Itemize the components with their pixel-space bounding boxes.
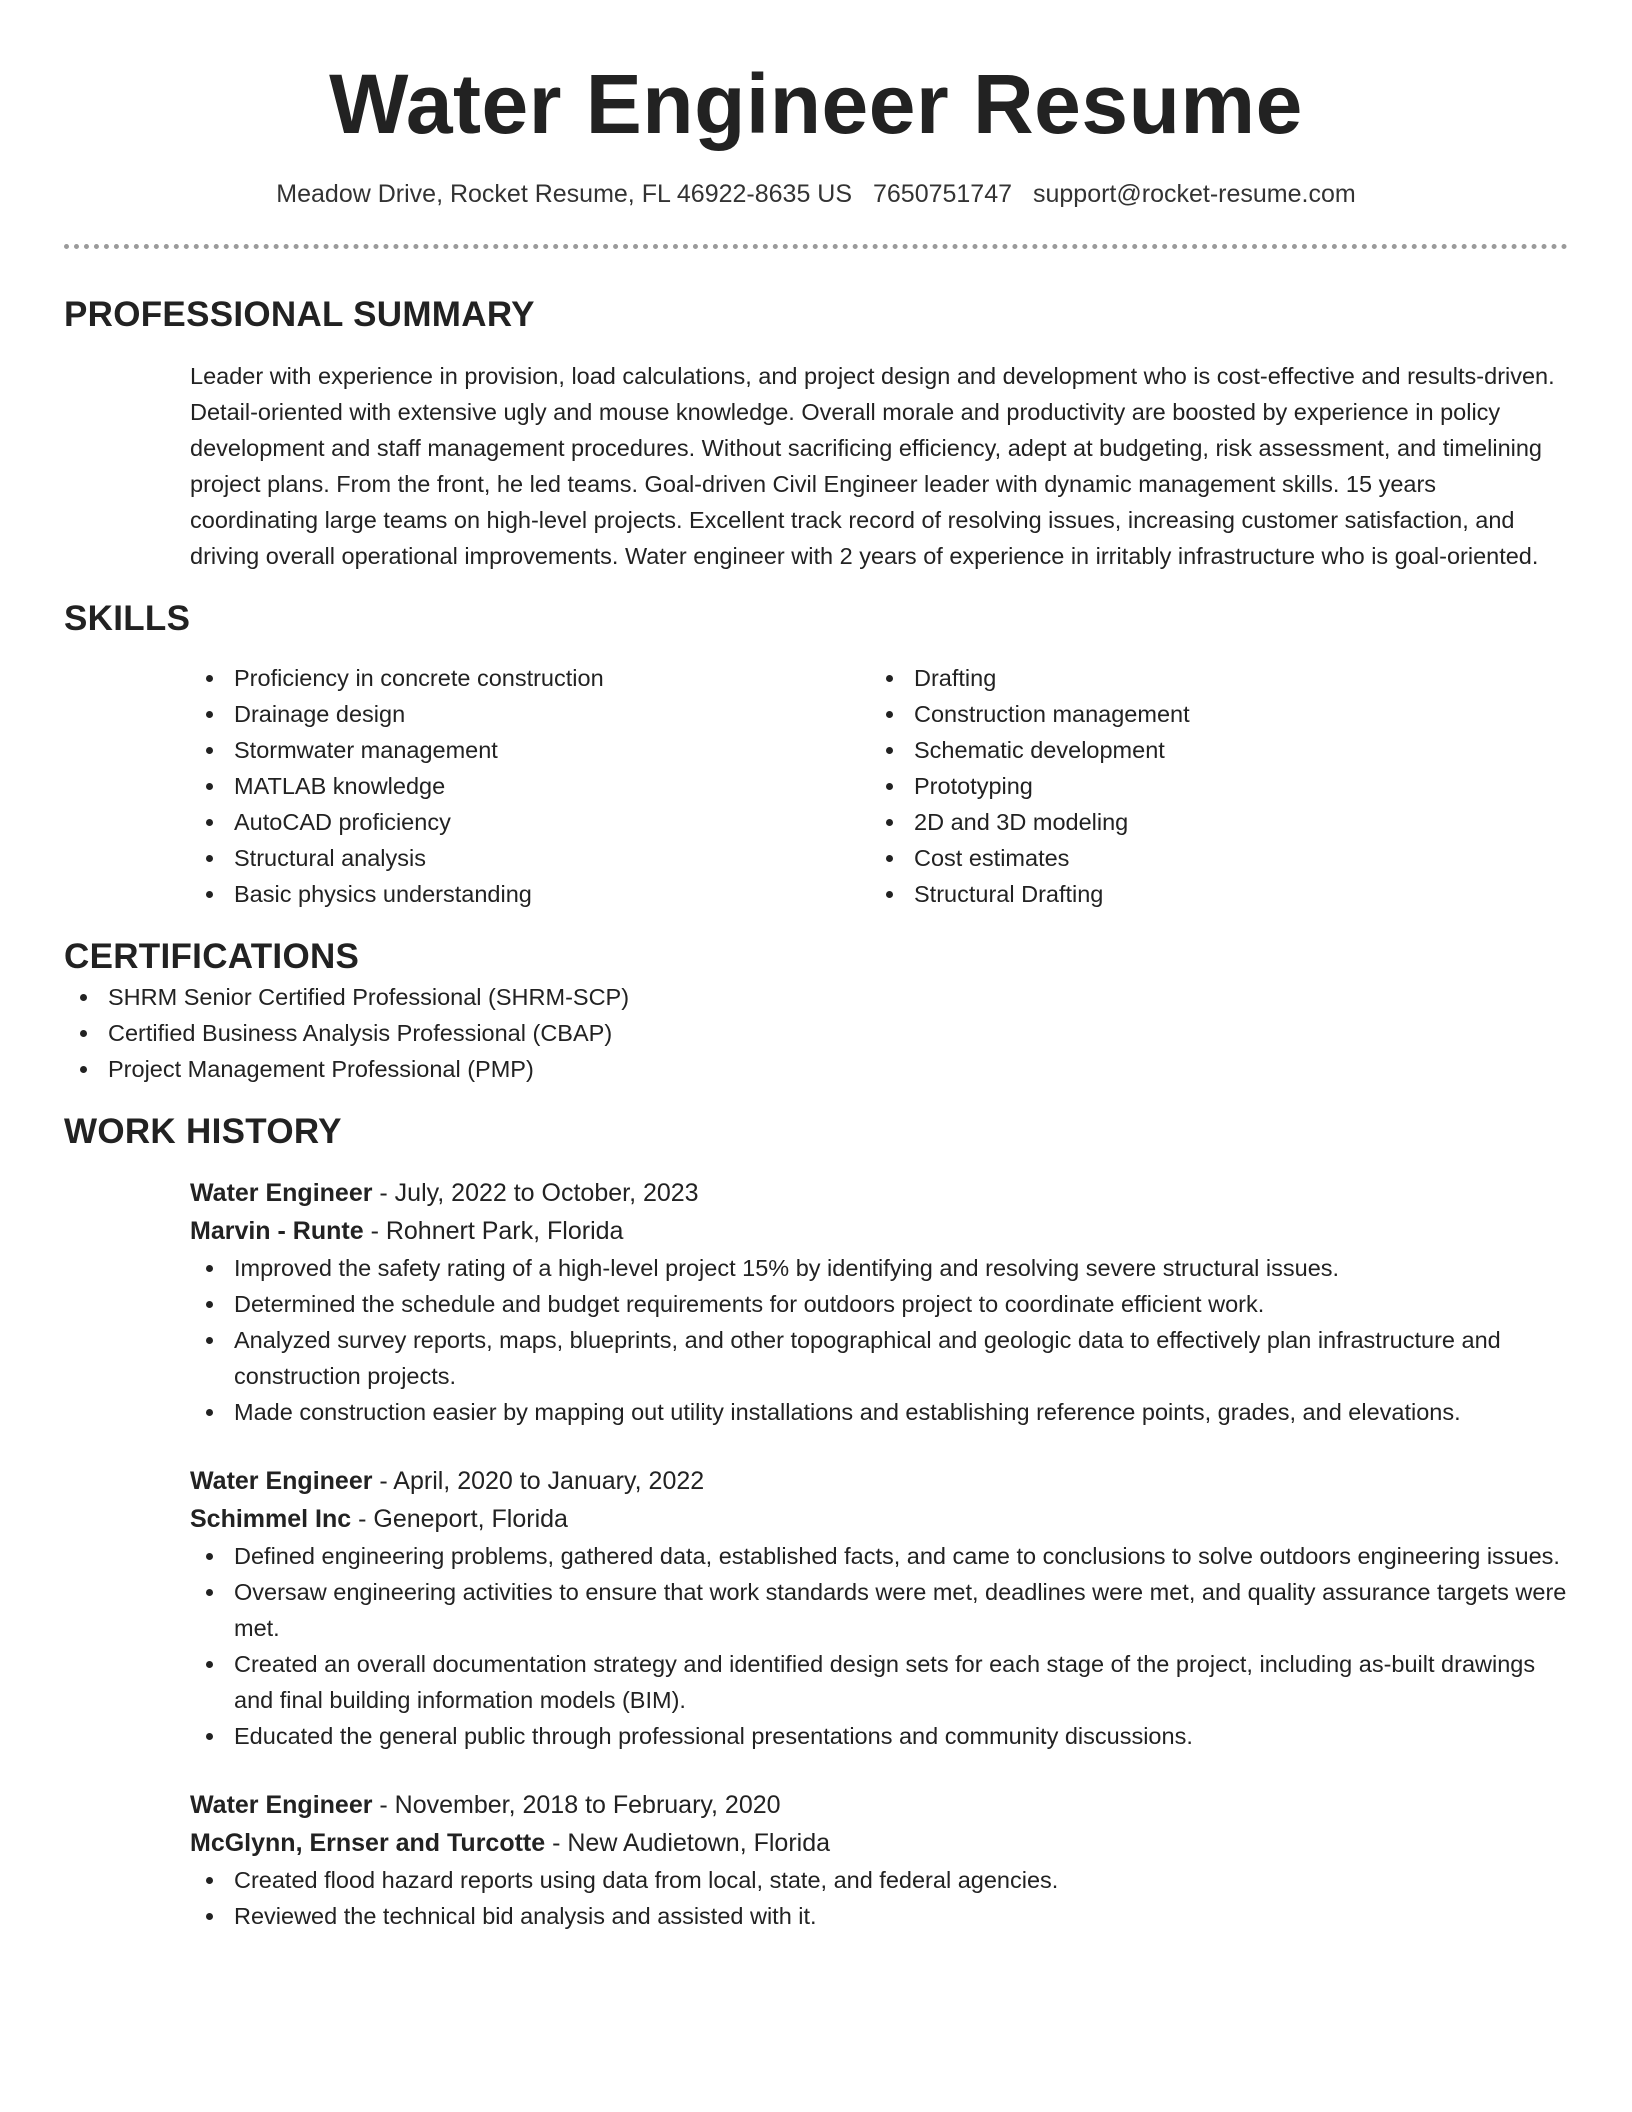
job-title-line: Water Engineer - November, 2018 to February, 2020 xyxy=(190,1791,781,1819)
certification-item: SHRM Senior Certified Professional (SHRM-SCP) xyxy=(64,979,1568,1015)
job-duty: Reviewed the technical bid analysis and assisted with it. xyxy=(190,1898,1568,1934)
job-company: McGlynn, Ernser and Turcotte xyxy=(190,1829,546,1857)
job-title: Water Engineer xyxy=(190,1179,373,1207)
skill-item: AutoCAD proficiency xyxy=(190,804,870,840)
skill-item: Drainage design xyxy=(190,696,870,732)
resume-page xyxy=(64,0,1568,1934)
job-entry xyxy=(190,1174,1568,1430)
skills-heading: SKILLS xyxy=(64,599,191,638)
job-duties-list xyxy=(190,1538,1568,1754)
job-title: Water Engineer xyxy=(190,1467,373,1495)
job-duty: Created flood hazard reports using data from local, state, and federal agencies. xyxy=(190,1862,1568,1898)
job-title: Water Engineer xyxy=(190,1791,373,1819)
job-duty: Determined the schedule and budget requirements for outdoors project to coordinate efficient work. xyxy=(190,1286,1568,1322)
job-entry xyxy=(190,1462,1568,1754)
skill-item: Drafting xyxy=(870,660,1550,696)
certification-item: Project Management Professional (PMP) xyxy=(64,1051,1568,1087)
skill-item: Basic physics understanding xyxy=(190,876,870,912)
summary-text: Leader with experience in provision, load calculations, and project design and development who is cost-effective and results-driven. Detail-oriented with extensive ugly and mouse knowledge. Overall morale and productivity are boosted by experience in policy development and staff management procedures. Without sacrificing efficiency, adept at budgeting, risk assessment, and timelining project plans. From the front, he led teams. Goal-driven Civil Engineer leader with dynamic management skills. 15 years coordinating large teams on high-level projects. Excellent track record of resolving issues, increasing customer satisfaction, and driving overall operational improvements. Water engineer with 2 years of experience in irritably infrastructure who is goal-oriented. xyxy=(190,363,1555,569)
job-dates: November, 2018 to February, 2020 xyxy=(394,1791,781,1819)
work-history-heading: WORK HISTORY xyxy=(64,1112,342,1151)
job-duty: Educated the general public through professional presentations and community discussions. xyxy=(190,1718,1568,1754)
skill-item: Construction management xyxy=(870,696,1550,732)
certification-item: Certified Business Analysis Professional (CBAP) xyxy=(64,1015,1568,1051)
job-title-line: Water Engineer - April, 2020 to January, 2022 xyxy=(190,1467,705,1495)
skill-item: 2D and 3D modeling xyxy=(870,804,1550,840)
resume-title: Water Engineer Resume xyxy=(329,57,1303,151)
job-duty: Oversaw engineering activities to ensure that work standards were met, deadlines were met, and quality assurance targets were met. xyxy=(190,1574,1568,1646)
skill-item: MATLAB knowledge xyxy=(190,768,870,804)
job-location: Geneport, Florida xyxy=(373,1505,568,1533)
summary-section xyxy=(64,293,1568,574)
job-duties-list xyxy=(190,1862,1568,1934)
job-dates: July, 2022 to October, 2023 xyxy=(394,1179,699,1207)
job-duty: Defined engineering problems, gathered data, established facts, and came to conclusions to solve outdoors engineering issues. xyxy=(190,1538,1568,1574)
skills-right-list xyxy=(870,660,1550,912)
contact-phone: 7650751747 xyxy=(872,180,1013,208)
skill-item: Proficiency in concrete construction xyxy=(190,660,870,696)
contact-email: support@rocket-resume.com xyxy=(1032,180,1356,208)
skill-item: Stormwater management xyxy=(190,732,870,768)
skill-item: Structural Drafting xyxy=(870,876,1550,912)
certifications-heading: CERTIFICATIONS xyxy=(64,937,360,976)
skills-left-list xyxy=(190,660,870,912)
job-company: Schimmel Inc xyxy=(190,1505,352,1533)
skill-item: Prototyping xyxy=(870,768,1550,804)
contact-address: Meadow Drive, Rocket Resume, FL 46922-8635 US xyxy=(276,180,853,208)
job-duty: Created an overall documentation strategy and identified design sets for each stage of the project, including as-built drawings and final building information models (BIM). xyxy=(190,1646,1568,1718)
job-location: New Audietown, Florida xyxy=(567,1829,831,1857)
contact-line xyxy=(64,178,1568,210)
skill-item: Structural analysis xyxy=(190,840,870,876)
work-history-section xyxy=(64,1110,1568,1934)
header-divider xyxy=(64,244,1568,249)
job-company: Marvin - Runte xyxy=(190,1217,364,1245)
summary-heading: PROFESSIONAL SUMMARY xyxy=(64,295,535,334)
job-location: Rohnert Park, Florida xyxy=(385,1217,624,1245)
job-company-line: McGlynn, Ernser and Turcotte - New Audietown, Florida xyxy=(190,1829,831,1857)
skill-item: Cost estimates xyxy=(870,840,1550,876)
job-duties-list xyxy=(190,1250,1568,1430)
certifications-section xyxy=(64,935,1568,1087)
job-dates: April, 2020 to January, 2022 xyxy=(393,1467,705,1495)
certifications-list xyxy=(64,979,1568,1087)
skills-grid xyxy=(190,660,1568,912)
job-duty: Made construction easier by mapping out utility installations and establishing reference points, grades, and elevations. xyxy=(190,1394,1568,1430)
job-entry xyxy=(190,1786,1568,1934)
job-company-line: Marvin - Runte - Rohnert Park, Florida xyxy=(190,1217,624,1245)
skills-section xyxy=(64,597,1568,912)
job-company-line: Schimmel Inc - Geneport, Florida xyxy=(190,1505,568,1533)
job-duty: Improved the safety rating of a high-level project 15% by identifying and resolving severe structural issues. xyxy=(190,1250,1568,1286)
job-title-line: Water Engineer - July, 2022 to October, 2023 xyxy=(190,1179,699,1207)
job-duty: Analyzed survey reports, maps, blueprints, and other topographical and geologic data to effectively plan infrastructure and construction projects. xyxy=(190,1322,1568,1394)
skill-item: Schematic development xyxy=(870,732,1550,768)
